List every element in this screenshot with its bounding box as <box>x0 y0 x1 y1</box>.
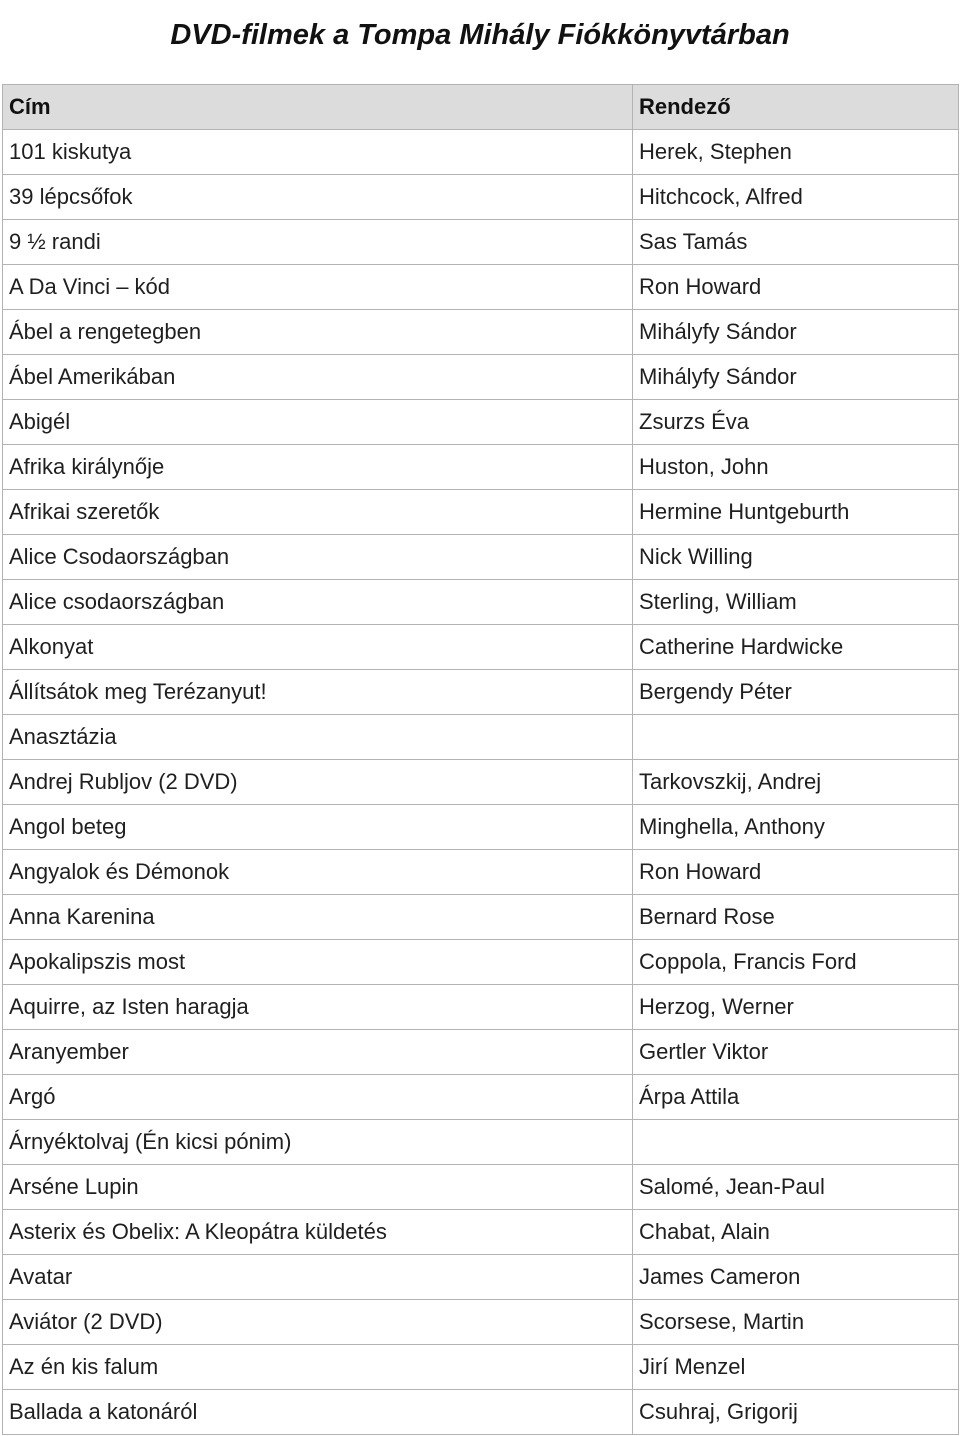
film-title-cell: Angyalok és Démonok <box>3 850 633 895</box>
table-row <box>3 400 959 445</box>
table-row <box>3 1210 959 1255</box>
film-title-cell: Az én kis falum <box>3 1345 633 1390</box>
director-cell: Hitchcock, Alfred <box>633 175 959 220</box>
director-cell: Csuhraj, Grigorij <box>633 1390 959 1435</box>
table-row <box>3 940 959 985</box>
table-row <box>3 490 959 535</box>
table-row <box>3 1390 959 1435</box>
director-cell: Nick Willing <box>633 535 959 580</box>
table-row <box>3 1345 959 1390</box>
table-row <box>3 805 959 850</box>
film-title-cell: Alkonyat <box>3 625 633 670</box>
table-row <box>3 445 959 490</box>
column-header-title: Cím <box>3 85 633 130</box>
film-title-cell: Abigél <box>3 400 633 445</box>
table-row <box>3 355 959 400</box>
table-row <box>3 535 959 580</box>
table-row <box>3 310 959 355</box>
film-title-cell: Apokalipszis most <box>3 940 633 985</box>
director-cell <box>633 1120 959 1165</box>
table-header-row <box>3 85 959 130</box>
film-title-cell: Alice csodaországban <box>3 580 633 625</box>
film-title-cell: Andrej Rubljov (2 DVD) <box>3 760 633 805</box>
film-title-cell: Afrikai szeretők <box>3 490 633 535</box>
film-title-cell: Ballada a katonáról <box>3 1390 633 1435</box>
film-title-cell: 9 ½ randi <box>3 220 633 265</box>
director-cell: Ron Howard <box>633 850 959 895</box>
table-row <box>3 1255 959 1300</box>
director-cell: Herzog, Werner <box>633 985 959 1030</box>
table-row <box>3 1120 959 1165</box>
director-cell: Minghella, Anthony <box>633 805 959 850</box>
director-cell: Chabat, Alain <box>633 1210 959 1255</box>
director-cell: Jirí Menzel <box>633 1345 959 1390</box>
table-row <box>3 985 959 1030</box>
director-cell: Catherine Hardwicke <box>633 625 959 670</box>
director-cell: Sas Tamás <box>633 220 959 265</box>
table-row <box>3 850 959 895</box>
table-row <box>3 670 959 715</box>
film-title-cell: Anasztázia <box>3 715 633 760</box>
table-row <box>3 760 959 805</box>
table-row <box>3 895 959 940</box>
director-cell: Árpa Attila <box>633 1075 959 1120</box>
director-cell: Gertler Viktor <box>633 1030 959 1075</box>
film-title-cell: Afrika királynője <box>3 445 633 490</box>
director-cell: Sterling, William <box>633 580 959 625</box>
film-title-cell: Aviátor (2 DVD) <box>3 1300 633 1345</box>
film-title-cell: Aranyember <box>3 1030 633 1075</box>
table-row <box>3 1300 959 1345</box>
table-row <box>3 130 959 175</box>
film-title-cell: Arséne Lupin <box>3 1165 633 1210</box>
table-row <box>3 1030 959 1075</box>
director-cell: Coppola, Francis Ford <box>633 940 959 985</box>
director-cell: Scorsese, Martin <box>633 1300 959 1345</box>
director-cell: Mihályfy Sándor <box>633 310 959 355</box>
column-header-director: Rendező <box>633 85 959 130</box>
director-cell: Mihályfy Sándor <box>633 355 959 400</box>
table-row <box>3 175 959 220</box>
film-title-cell: Asterix és Obelix: A Kleopátra küldetés <box>3 1210 633 1255</box>
film-title-cell: Alice Csodaországban <box>3 535 633 580</box>
table-body <box>3 130 959 1435</box>
table-row <box>3 715 959 760</box>
director-cell: Zsurzs Éva <box>633 400 959 445</box>
film-title-cell: 39 lépcsőfok <box>3 175 633 220</box>
table-row <box>3 265 959 310</box>
film-title-cell: Argó <box>3 1075 633 1120</box>
film-title-cell: Ábel Amerikában <box>3 355 633 400</box>
director-cell: James Cameron <box>633 1255 959 1300</box>
film-title-cell: Árnyéktolvaj (Én kicsi pónim) <box>3 1120 633 1165</box>
director-cell: Hermine Huntgeburth <box>633 490 959 535</box>
director-cell: Bergendy Péter <box>633 670 959 715</box>
table-row <box>3 1075 959 1120</box>
director-cell: Bernard Rose <box>633 895 959 940</box>
director-cell <box>633 715 959 760</box>
director-cell: Huston, John <box>633 445 959 490</box>
film-title-cell: 101 kiskutya <box>3 130 633 175</box>
table-row <box>3 1165 959 1210</box>
film-title-cell: Aquirre, az Isten haragja <box>3 985 633 1030</box>
table-row <box>3 580 959 625</box>
table-row <box>3 220 959 265</box>
director-cell: Herek, Stephen <box>633 130 959 175</box>
film-title-cell: Angol beteg <box>3 805 633 850</box>
director-cell: Tarkovszkij, Andrej <box>633 760 959 805</box>
film-title-cell: Avatar <box>3 1255 633 1300</box>
film-title-cell: Ábel a rengetegben <box>3 310 633 355</box>
film-title-cell: Anna Karenina <box>3 895 633 940</box>
film-title-cell: Állítsátok meg Terézanyut! <box>3 670 633 715</box>
film-title-cell: A Da Vinci – kód <box>3 265 633 310</box>
dvd-film-table <box>2 84 959 1435</box>
table-row <box>3 625 959 670</box>
director-cell: Ron Howard <box>633 265 959 310</box>
director-cell: Salomé, Jean-Paul <box>633 1165 959 1210</box>
page-title: DVD-filmek a Tompa Mihály Fiókkönyvtárban <box>170 19 790 52</box>
